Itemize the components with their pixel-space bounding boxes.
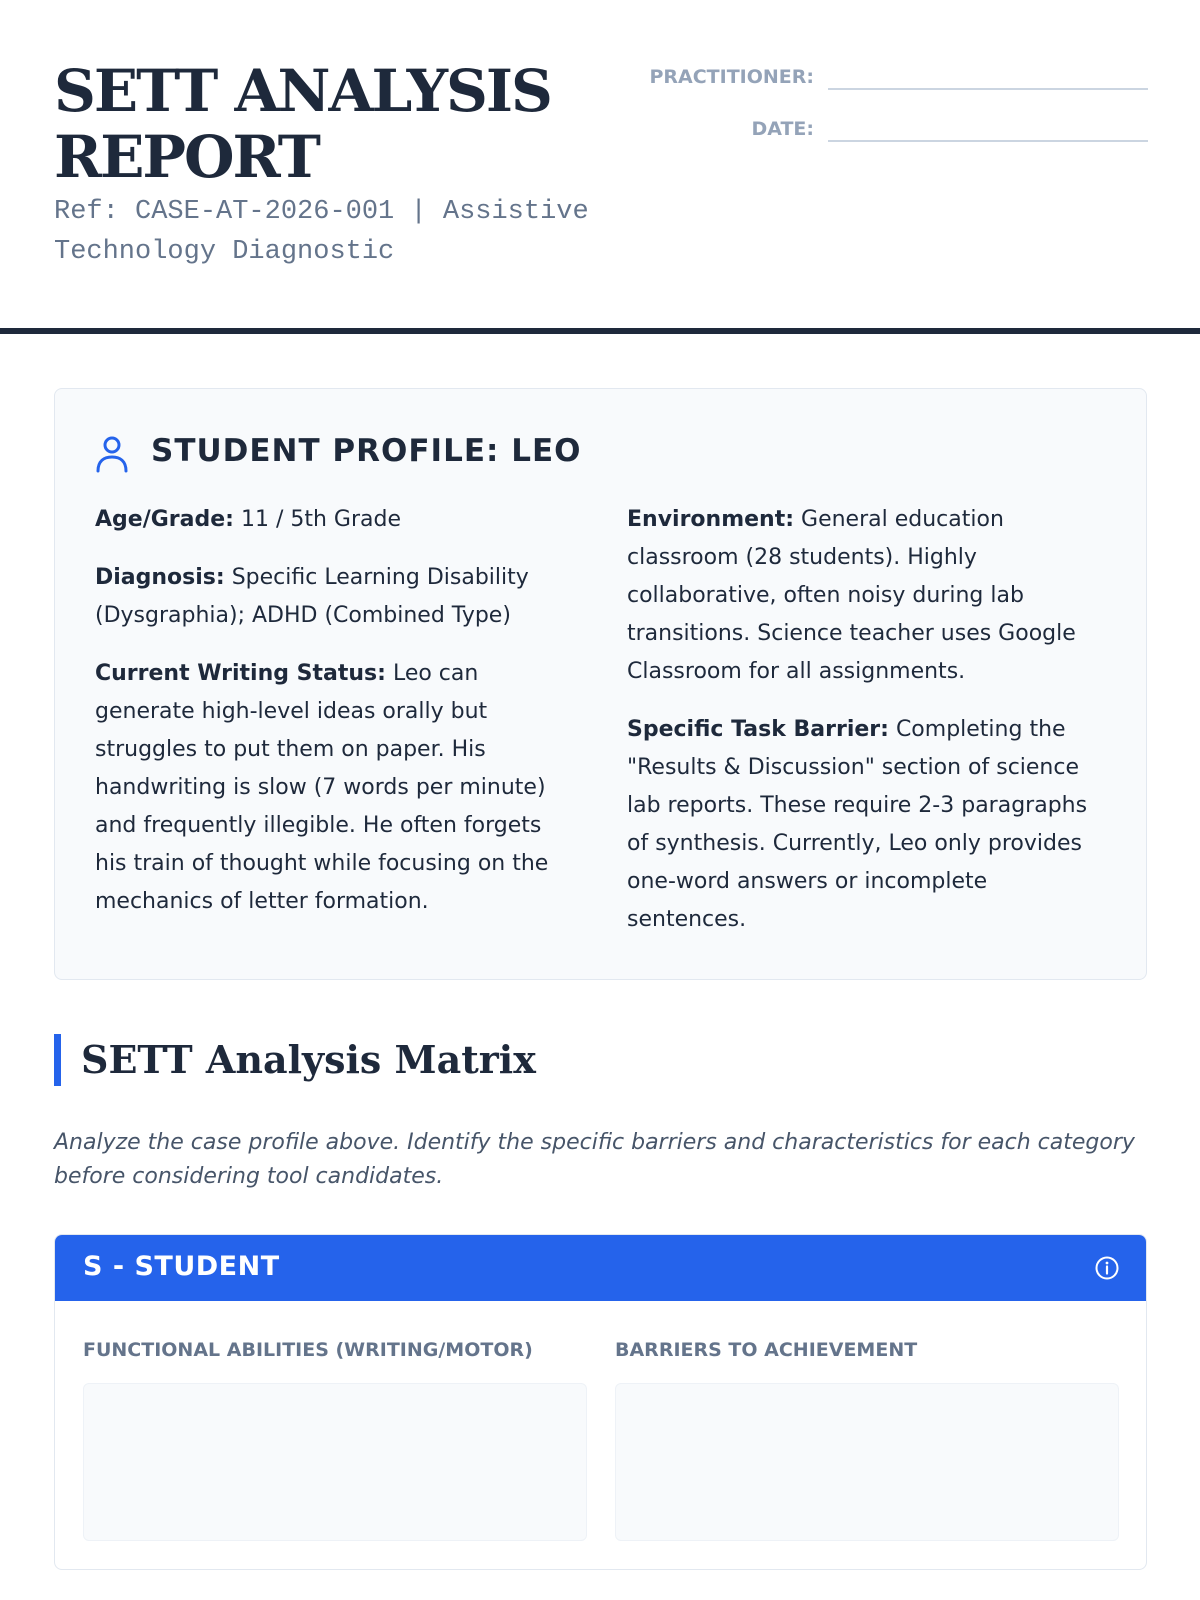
student-section-title: S - STUDENT — [83, 1251, 280, 1282]
task-barrier-value: Completing the "Results & Discussion" section of science lab reports. These require 2-3 paragraphs of synthesis. Currently, Leo only provides one-word answers or incomplete sentences. — [627, 717, 1088, 932]
date-field[interactable] — [828, 140, 1148, 142]
writing-status-label: Current Writing Status: — [95, 661, 386, 686]
info-icon[interactable] — [1094, 1255, 1120, 1281]
diagnosis-label: Diagnosis: — [95, 565, 225, 590]
practitioner-row — [620, 58, 1148, 98]
environment-label: Environment: — [627, 507, 795, 532]
matrix-heading — [54, 1034, 536, 1086]
date-label: DATE: — [751, 118, 814, 140]
barriers-label: BARRIERS TO ACHIEVEMENT — [615, 1339, 918, 1361]
student-section-card — [54, 1234, 1147, 1570]
age-grade-value: 11 / 5th Grade — [240, 507, 401, 532]
profile-diagnosis — [95, 559, 575, 635]
page-title: SETT ANALYSIS REPORT — [54, 57, 551, 191]
practitioner-label: PRACTITIONER: — [649, 66, 814, 88]
barriers-input[interactable] — [615, 1383, 1119, 1541]
profile-title: STUDENT PROFILE: LEO — [151, 433, 582, 469]
age-grade-label: Age/Grade: — [95, 507, 234, 532]
profile-right-column — [627, 501, 1107, 959]
case-reference: Ref: CASE-AT-2026-001 | Assistive Technology Diagnostic — [54, 197, 589, 267]
matrix-instructions: Analyze the case profile above. Identify the specific barriers and characteristics for each category before considering tool candidates. — [54, 1130, 1135, 1189]
diagnosis-value: Specific Learning Disability (Dysgraphia); ADHD (Combined Type) — [95, 565, 529, 628]
date-row — [620, 110, 1148, 150]
functional-abilities-label: FUNCTIONAL ABILITIES (WRITING/MOTOR) — [83, 1339, 533, 1361]
person-icon — [95, 435, 129, 473]
functional-abilities-input[interactable] — [83, 1383, 587, 1541]
writing-status-value: Leo can generate high-level ideas orally but struggles to put them on paper. His handwriting is slow (7 words per minute) and frequently illegible. He often forgets his train of thought while focusing on the mechanics of letter formation. — [95, 661, 549, 914]
profile-environment — [627, 501, 1107, 691]
matrix-title: SETT Analysis Matrix — [81, 1037, 536, 1082]
profile-left-column — [95, 501, 575, 941]
practitioner-field[interactable] — [828, 88, 1148, 90]
report-header — [0, 0, 1200, 334]
profile-age-grade — [95, 501, 575, 539]
student-profile-card — [54, 388, 1147, 980]
environment-value: General education classroom (28 students). Highly collaborative, often noisy during lab transitions. Science teacher uses Google Classroom for all assignments. — [627, 507, 1076, 684]
student-section-header — [55, 1235, 1146, 1301]
task-barrier-label: Specific Task Barrier: — [627, 717, 889, 742]
profile-writing-status — [95, 655, 575, 921]
profile-task-barrier — [627, 711, 1107, 939]
